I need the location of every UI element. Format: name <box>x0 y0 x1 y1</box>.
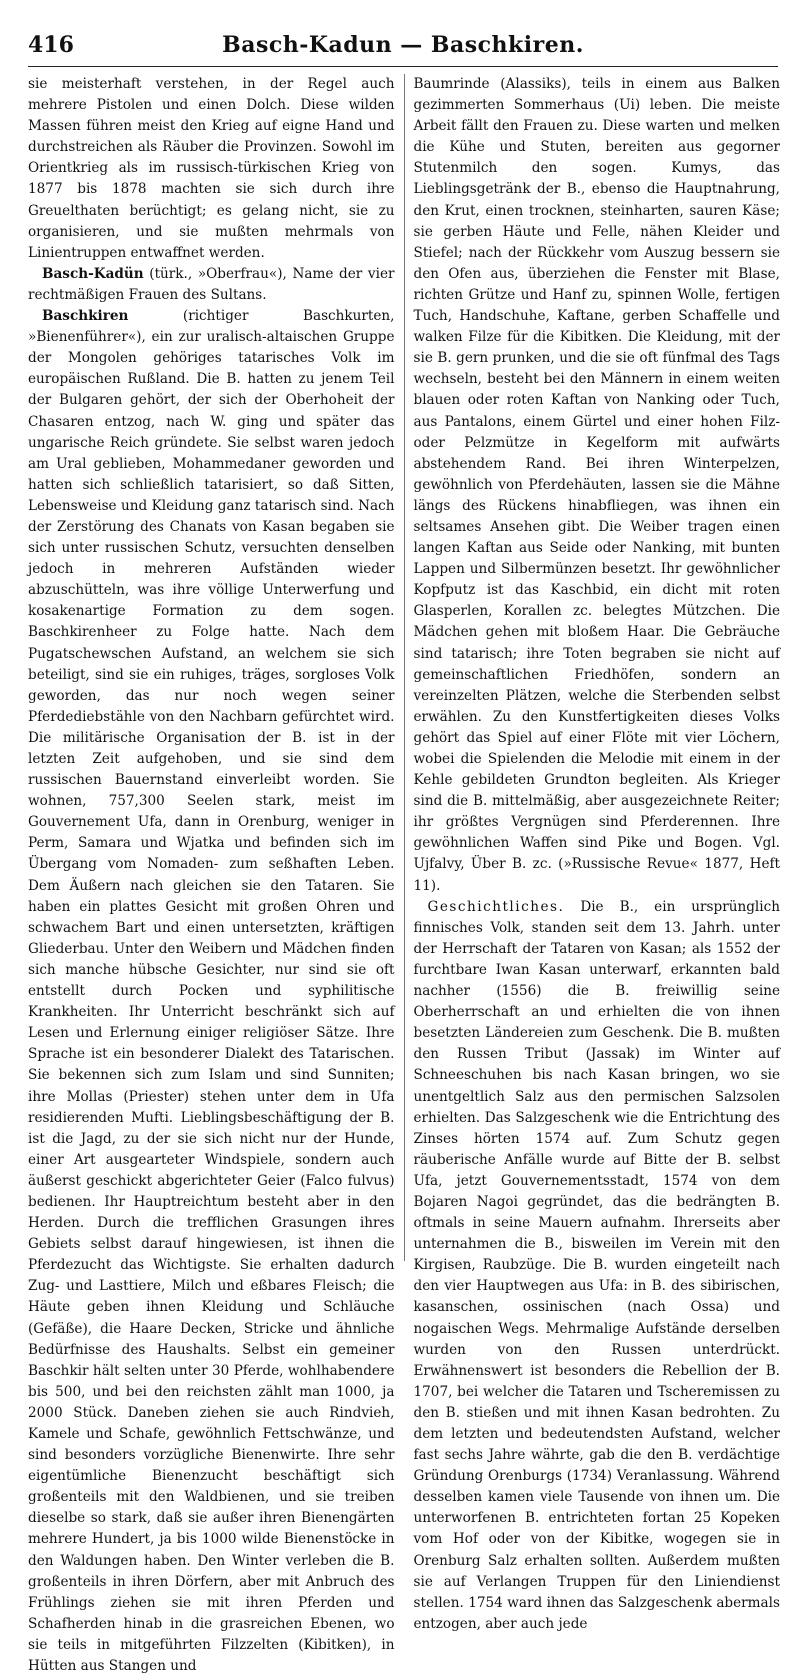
entry-continuation: sie meisterhaft verstehen, in der Regel auch mehrere Pistolen und einen Dolch. Diese wilden Massen führen meist den Krieg auf eigne Hand und durchstreichen als Räuber die Provinzen. Sowohl im Orientkrieg als im russisch-türkischen Krieg von 1877 bis 1878 machten sie sich durch ihre Greuelthaten berüchtigt; es gelang nicht, sie zu organisieren, und sie mußten mehrmals von Linientruppen entwaffnet werden. <box>28 76 395 261</box>
entry-baschkiren <box>28 306 395 1677</box>
running-head: Basch-Kadun — Baschkiren. <box>222 32 584 58</box>
left-column <box>28 74 404 1675</box>
entry-continuation-right: Baumrinde (Alassiks), teils in einem aus Balken gezimmerten Sommerhaus (Ui) leben. Die meiste Arbeit fällt den Frauen zu. Diese warten und melken die Kühe und Stuten, bereiten aus gegorner Stutenmilch den sogen. Kumys, das Lieblingsgetränk der B., ebenso die Hauptnahrung, den Krut, einen trocknen, steinharten, sauren Käse; sie gerben Häute und Felle, nähen Kleider und Stiefel; nach der Rückkehr vom Auszug bessern sie den Ofen aus, überziehen die Fenster mit Blase, richten Grütze und Hanf zu, spinnen Wolle, fertigen Tuch, Handschuhe, Kaftane, gerben Schaffelle und walken Filze für die Kibitken. Die Kleidung, mit der sie B. gern prunken, und die sie oft fünfmal des Tags wechseln, besteht bei den Männern in einem weiten blauen oder roten Kaftan von Nanking oder Tuch, aus Pantalons, einem Gürtel und einer hohen Filz- oder Pelzmütze in Kegelform mit aufwärts abstehendem Rand. Bei ihren Winterpelzen, gewöhnlich von Pferdehäuten, lassen sie die Mähne längs des Rückens hinabfliegen, was ihnen ein seltsames Ansehen gibt. Die Weiber tragen einen langen Kaftan aus Seide oder Nanking, mit bunten Lappen und Silbermünzen besetzt. Ihr gewöhnlicher Kopfputz ist das Kaschbid, ein dicht mit roten Glasperlen, Korallen zc. belegtes Mützchen. Die Mädchen gehen mit bloßem Haar. Die Gebräuche sind tatarisch; ihre Toten begraben sie nicht auf gemeinschaftlichen Friedhöfen, sondern an vereinzelten Plätzen, welche die Sterbenden selbst erwählen. Zu den Kunstfertigkeiten dieses Volks gehört das Spiel auf einer Flöte mit vier Löchern, wobei die Spielenden die Melodie mit einem in der Kehle gebildeten Grundton begleiten. Als Krieger sind die B. mittelmäßig, aber ausgezeichnete Reiter; ihr größtes Vergnügen sind Pferderennen. Ihre gewöhnlichen Waffen sind Pike und Bogen. Vgl. Ujfalvy, Über B. zc. (»Russische Revue« 1877, Heft 11). <box>413 76 780 894</box>
page-header <box>28 30 778 67</box>
entry-basch-kadun <box>28 264 395 306</box>
subheading-geschichtliches: Geschichtliches. <box>427 898 565 915</box>
text-columns <box>28 74 780 1675</box>
page-number: 416 <box>28 32 74 58</box>
entry-text-basch-kadun: (türk., »Oberfrau«), Name der vier rechtmäßigen Frauen des Sultans. <box>28 265 395 303</box>
headword-basch-kadun: Basch-Kadün <box>42 265 144 282</box>
entry-text-baschkiren: (richtiger Baschkurten, »Bienenführer«), ein zur uralisch-altaischen Gruppe der Mongolen gehöriges tatarisches Volk im europäischen Rußland. Die B. hatten zu jenem Teil der Bulgaren gehört, der sich der Oberhoheit der Chasaren entzog, nach W. ging und später das ungarische Reich gründete. Sie selbst waren jedoch am Ural geblieben, Mohammedaner geworden und hatten sich schließlich tatarisiert, so daß Sitten, Lebensweise und Kleidung ganz tatarisch sind. Nach der Zerstörung des Chanats von Kasan begaben sie sich unter russischen Schutz, versuchten denselben jedoch in mehreren Aufständen wieder abzuschütteln, was ihre völlige Unterwerfung und kosakenartige Formation zu dem sogen. Baschkirenheer zu Folge hatte. Nach dem Pugatschewschen Aufstand, an welchem sie sich beteiligt, sind sie ein ruhiges, träges, sorgloses Volk geworden, das nur noch wegen seiner Pferdediebstähle von den Nachbarn gefürchtet wird. Die militärische Organisation der B. ist in der letzten Zeit aufgehoben, und sie sind dem russischen Bauernstand einverleibt worden. Sie wohnen, 757,300 Seelen stark, meist im Gouvernement Ufa, dann in Orenburg, weniger in Perm, Samara und Wjatka und befinden sich im Übergang vom Nomaden- zum seßhaften Leben. Dem Äußern nach gleichen sie den Tataren. Sie haben ein plattes Gesicht mit großen Ohren und schwachem Bart und einen untersetzten, kräftigen Gliederbau. Unter den Weibern und Mädchen finden sich manche hübsche Gesichter, nur sind sie oft entstellt durch Pocken und syphilitische Krankheiten. Ihr Unterricht beschränkt sich auf Lesen und Erlernung einiger religiöser Sätze. Ihre Sprache ist ein besonderer Dialekt des Tatarischen. Sie bekennen sich zum Islam und sind Sunniten; ihre Mollas (Priester) stehen unter dem in Ufa residierenden Mufti. Lieblingsbeschäftigung der B. ist die Jagd, zu der sie sich nicht nur der Hunde, einer Art ausgearteter Windspiele, sondern auch äußerst geschickt abgerichteter Geier (Falco fulvus) bedienen. Ihr Hauptreichtum besteht aber in den Herden. Durch die trefflichen Grasungen ihres Gebiets selbst darauf hingewiesen, ist ihnen die Pferdezucht das Wichtigste. Sie erhalten dadurch Zug- und Lasttiere, Milch und eßbares Fleisch; die Häute geben ihnen Kleidung und Schläuche (Gefäße), die Haare Decken, Stricke und ähnliche Bedürfnisse des Haushalts. Selbst ein gemeiner Baschkir hält selten unter 30 Pferde, wohlhabendere bis 500, und bei den reichsten zählt man 1000, ja 2000 Stück. Daneben ziehen sie auch Rindvieh, Kamele und Schafe, gewöhnlich Fettschwänze, und sind besonders vorzügliche Bienenwirte. Ihre sehr eigentümliche Bienenzucht beschäftigt sich großenteils mit den Waldbienen, und sie treiben dieselbe so stark, daß sie außer ihren Bienengärten mehrere Hundert, ja bis 1000 wilde Bienenstöcke in den Waldungen haben. Den Winter verleben die B. großenteils in ihren Dörfern, aber mit Anbruch des Frühlings ziehen sie mit ihren Pferden und Schafherden hinab in die grasreichen Ebenen, wo sie teils in mitgeführten Filzzelten (Kibitken), in Hütten aus Stangen und <box>28 308 395 1675</box>
headword-baschkiren: Baschkiren <box>42 308 129 325</box>
section-text-geschichtliches: Die B., ein ursprünglich finnisches Volk, standen seit dem 13. Jahrh. unter der Herrschaft der Tataren von Kasan; als 1552 der furchtbare Iwan Kasan unterwarf, erkannten bald nachher (1556) die B. freiwillig seine Oberherrschaft an und erhielten die von ihnen besetzten Ländereien zum Geschenk. Die B. mußten den Russen Tribut (Jassak) im Winter auf Schneeschuhen bis nach Kasan bringen, wo sie unentgeltlich Salz aus den permischen Salzsolen erhielten. Das Salzgeschenk wie die Entrichtung des Zinses hörten 1574 auf. Zum Schutz gegen räuberische Anfälle wurde auf Bitte der B. selbst Ufa, jetzt Gouvernementsstadt, 1574 von dem Bojaren Nagoi gegründet, das die bedrängten B. oftmals in seine Mauern aufnahm. Ihrerseits aber unternahmen die B., bisweilen im Verein mit den Kirgisen, Raubzüge. Die B. wurden eingeteilt nach den vier Hauptwegen aus Ufa: in B. des sibirischen, kasanschen, ossinischen (nach Ossa) und nogaischen Wegs. Mehrmalige Aufstände derselben wurden von den Russen unterdrückt. Erwähnenswert ist besonders die Rebellion der B. 1707, bei welcher die Tataren und Tscheremissen zu den B. stießen und mit ihnen Kasan bedrohten. Zu dem letzten und bedeutendsten Aufstand, welcher fast sechs Jahre währte, gab die den B. verdächtige Gründung Orenburgs (1734) Veranlassung. Während desselben kamen viele Tausende von ihnen um. Die unterworfenen B. entrichteten fortan 25 Kopeken vom Hof oder von der Kibitke, wogegen sie in Orenburg Salz erhalten sollten. Außerdem mußten sie auf Verlangen Truppen für den Liniendienst stellen. 1754 ward ihnen das Salzgeschenk abermals entzogen, aber auch jede <box>413 898 780 1632</box>
right-column <box>404 74 781 1632</box>
section-geschichtliches <box>414 897 781 1635</box>
